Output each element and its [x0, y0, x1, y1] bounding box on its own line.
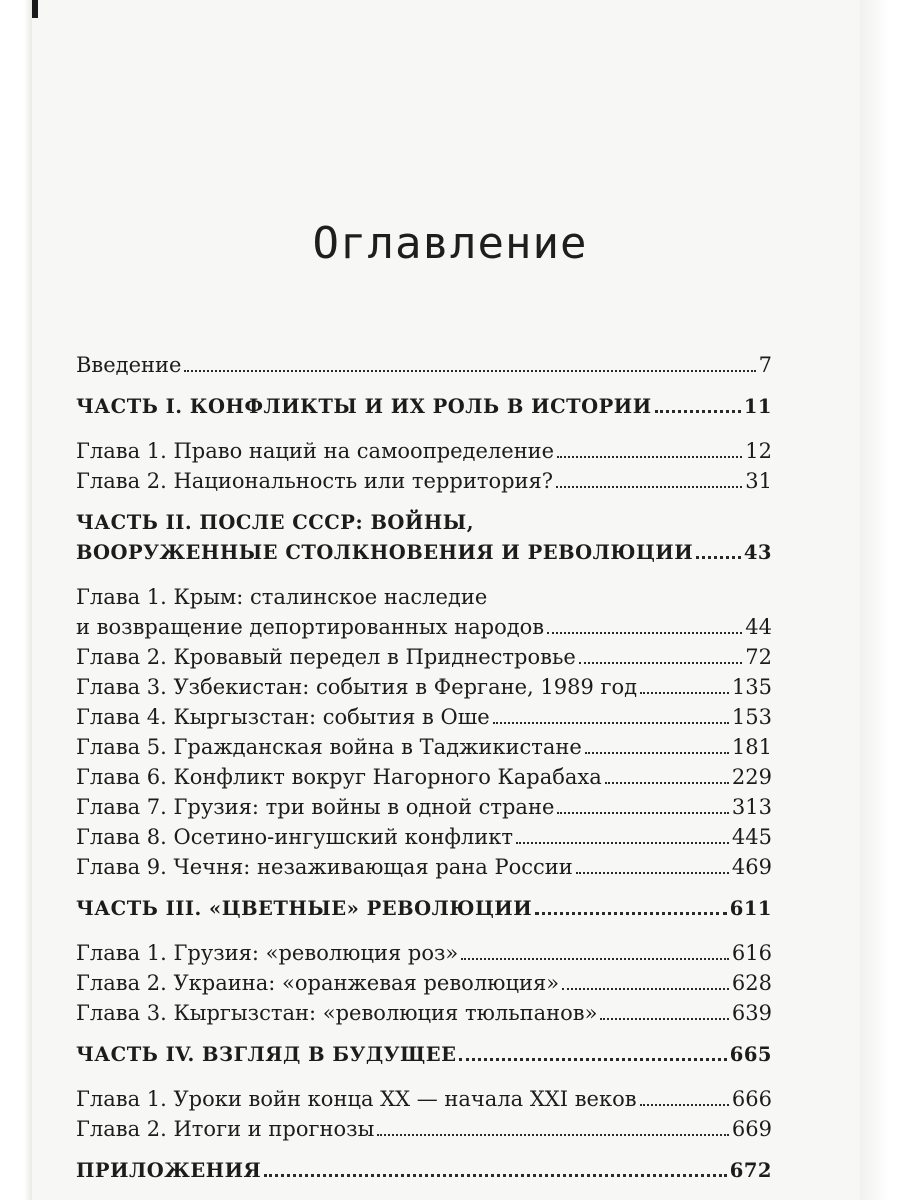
entry-page: 7 [758, 353, 772, 377]
entry-page: 31 [745, 469, 772, 493]
part-page: 672 [729, 1159, 772, 1182]
dot-leader [640, 1104, 729, 1106]
toc-part-4 [76, 1040, 772, 1070]
part-title: ЧАСТЬ I. КОНФЛИКТЫ И ИХ РОЛЬ В ИСТОРИИ [76, 395, 652, 418]
toc-entry [76, 436, 772, 466]
dot-leader [459, 1058, 726, 1061]
entry-title: Глава 2. Итоги и прогнозы [76, 1117, 375, 1141]
toc-entry [76, 466, 772, 496]
toc-entry [76, 612, 772, 642]
part-2-title-line-1: ЧАСТЬ II. ПОСЛЕ СССР: ВОЙНЫ, [76, 511, 474, 534]
entry-page: 181 [731, 735, 772, 759]
entry-title: Глава 6. Конфликт вокруг Нагорного Карабаха [76, 765, 602, 789]
entry-title: Глава 7. Грузия: три войны в одной стране [76, 795, 555, 819]
dot-leader [493, 722, 729, 724]
dot-leader [516, 842, 729, 844]
entry-page: 628 [731, 971, 772, 995]
entry-page: 153 [731, 705, 772, 729]
toc-part-1 [76, 392, 772, 422]
dot-leader [600, 1018, 728, 1020]
entry-page: 12 [745, 439, 772, 463]
entry-page: 669 [731, 1117, 772, 1141]
entry-page: 135 [731, 675, 772, 699]
entry-title: Глава 4. Кыргызстан: события в Оше [76, 705, 490, 729]
entry-page: 639 [731, 1001, 772, 1025]
toc-entry [76, 672, 772, 702]
toc-entry [76, 762, 772, 792]
toc-entry [76, 642, 772, 672]
entry-page: 469 [731, 855, 772, 879]
toc-entry [76, 968, 772, 998]
toc-part-2 [76, 538, 772, 568]
dot-leader [576, 872, 729, 874]
dot-leader [585, 752, 729, 754]
toc-entry [76, 732, 772, 762]
toc-entry [76, 702, 772, 732]
entry-page: 666 [731, 1087, 772, 1111]
entry-page: 445 [731, 825, 772, 849]
part-title: ВООРУЖЕННЫЕ СТОЛКНОВЕНИЯ И РЕВОЛЮЦИИ [76, 541, 694, 564]
entry-page: 44 [745, 615, 772, 639]
toc-entry [76, 852, 772, 882]
entry-title: и возвращение депортированных народов [76, 615, 545, 639]
dot-leader [557, 456, 742, 458]
part-title: ЧАСТЬ IV. ВЗГЛЯД В БУДУЩЕЕ [76, 1043, 457, 1066]
dot-leader [377, 1134, 729, 1136]
table-of-contents [76, 350, 772, 1186]
entry-title: Глава 3. Узбекистан: события в Фергане, 1989 год [76, 675, 638, 699]
dot-leader [579, 662, 742, 664]
page-edge-left [0, 0, 32, 1200]
dot-leader [535, 912, 727, 915]
dot-leader [461, 958, 729, 960]
dot-leader [655, 410, 741, 413]
entry-title: Глава 8. Осетино-ингушский конфликт [76, 825, 513, 849]
dot-leader [605, 782, 729, 784]
toc-entry [76, 1114, 772, 1144]
dot-leader [696, 556, 741, 559]
toc-entry-introduction [76, 350, 772, 380]
dot-leader [184, 370, 755, 372]
page-edge-mark [32, 0, 38, 18]
dot-leader [562, 988, 729, 990]
part-page: 11 [743, 395, 772, 418]
part-page: 665 [729, 1043, 772, 1066]
dot-leader [547, 632, 742, 634]
entry-title: Глава 1. Право наций на самоопределение [76, 439, 555, 463]
entry-page: 229 [731, 765, 772, 789]
entry-title: Глава 9. Чечня: незаживающая рана России [76, 855, 573, 879]
part-title: ПРИЛОЖЕНИЯ [76, 1159, 262, 1182]
entry-title: Введение [76, 353, 182, 377]
toc-entry [76, 998, 772, 1028]
part-page: 43 [743, 541, 772, 564]
entry-title: Глава 2. Национальность или территория? [76, 469, 554, 493]
entry-title: Глава 1. Уроки войн конца XX — начала XXI веков [76, 1087, 637, 1111]
entry-title: Глава 5. Гражданская война в Таджикистане [76, 735, 582, 759]
dot-leader [264, 1174, 727, 1177]
toc-part-3 [76, 894, 772, 924]
toc-entry [76, 792, 772, 822]
entry-title: Глава 2. Кровавый передел в Приднестровье [76, 645, 576, 669]
chapter-1-title-line-1: Глава 1. Крым: сталинское наследие [76, 585, 488, 609]
toc-entry [76, 938, 772, 968]
part-page: 611 [729, 897, 772, 920]
entry-title: Глава 2. Украина: «оранжевая революция» [76, 971, 560, 995]
toc-entry [76, 822, 772, 852]
dot-leader [556, 486, 742, 488]
entry-page: 72 [745, 645, 772, 669]
part-title: ЧАСТЬ III. «ЦВЕТНЫЕ» РЕВОЛЮЦИИ [76, 897, 533, 920]
toc-appendix [76, 1156, 772, 1186]
toc-entry [76, 1084, 772, 1114]
page-title: Оглавление [312, 218, 588, 269]
entry-page: 313 [731, 795, 772, 819]
entry-title: Глава 3. Кыргызстан: «революция тюльпанов» [76, 1001, 598, 1025]
entry-title: Глава 1. Грузия: «революция роз» [76, 941, 459, 965]
dot-leader [640, 692, 729, 694]
dot-leader [557, 812, 729, 814]
page-edge-right [860, 0, 900, 1200]
entry-page: 616 [731, 941, 772, 965]
